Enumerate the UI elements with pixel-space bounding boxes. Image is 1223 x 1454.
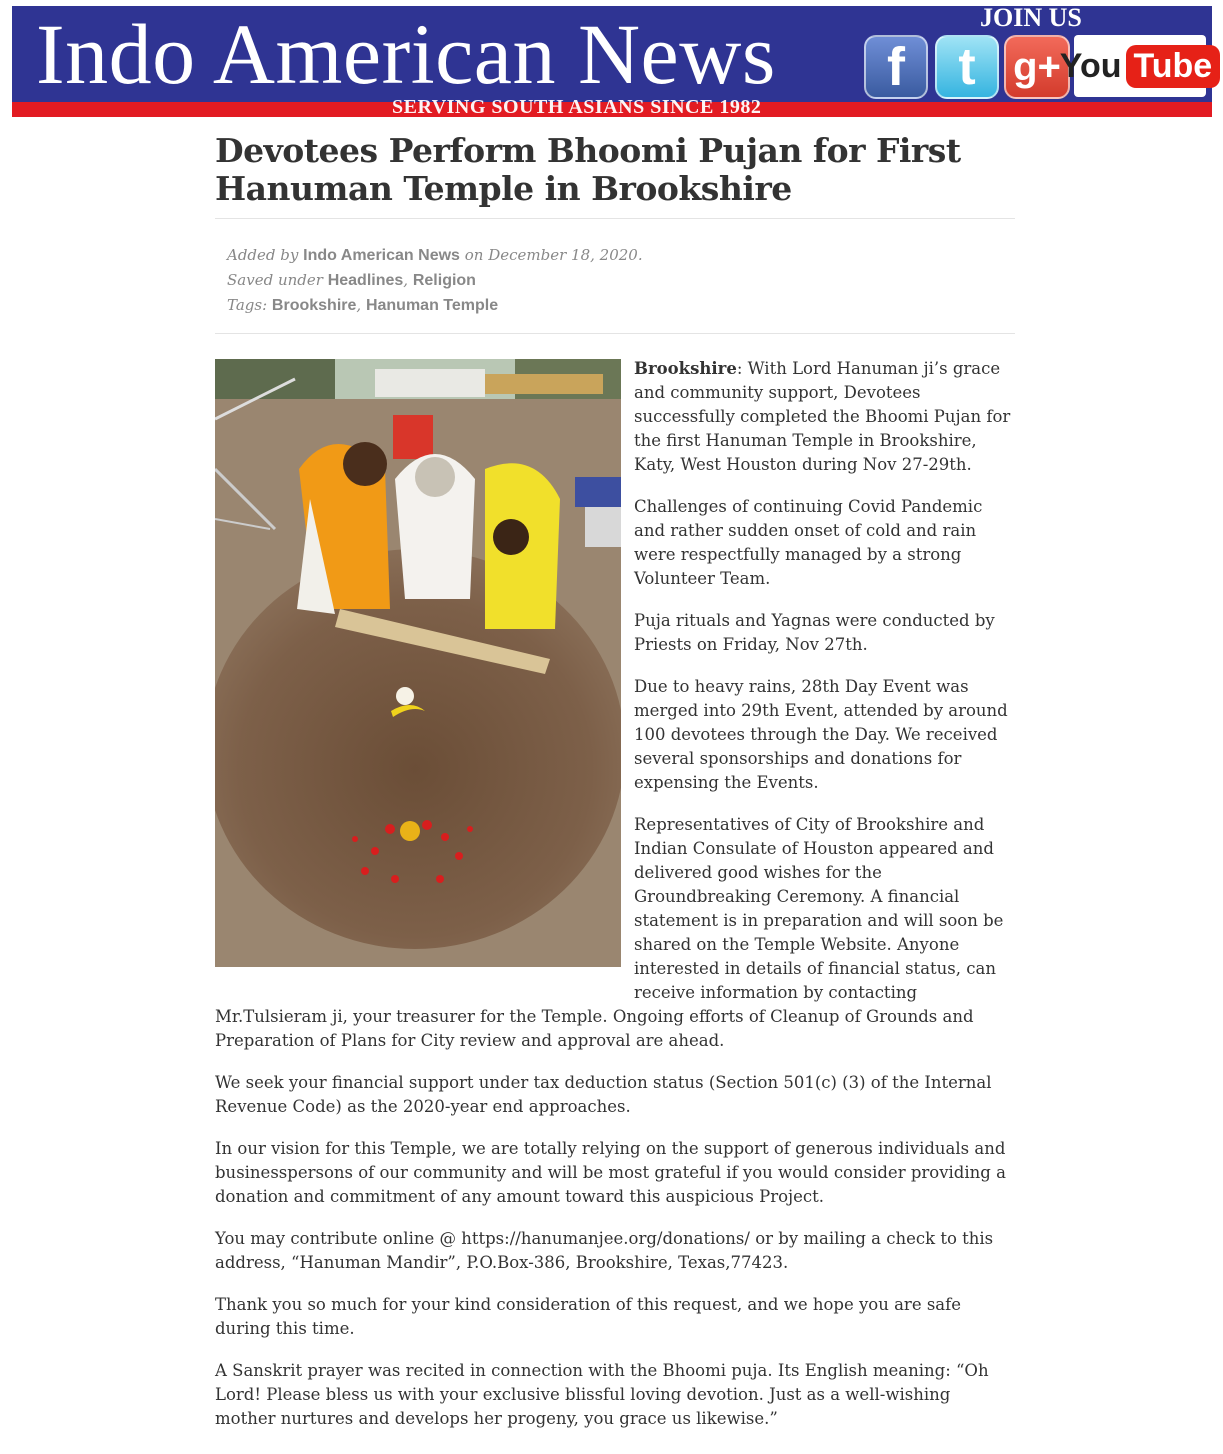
paragraph-text: : With Lord Hanuman ji’s grace and community support, Devotees successfully completed the Bhoomi Pujan for the first Hanuman Temple in Brookshire, Katy, West Houston during Nov 27-29th. <box>634 359 1011 474</box>
youtube-icon[interactable] <box>1059 35 1213 97</box>
article-body <box>215 352 1015 1449</box>
youtube-you-text: You <box>1059 46 1122 85</box>
article-categories <box>227 268 476 293</box>
article-title: Devotees Perform Bhoomi Pujan for First Hanuman Temple in Brookshire <box>215 131 961 208</box>
added-by-prefix: Added by <box>227 246 299 264</box>
article-paragraph: Due to heavy rains, 28th Day Event was merged into 29th Event, attended by around 100 devotees through the Day. We received several sponsorships and donations for expensing the Events. <box>634 677 1008 792</box>
lead-place: Brookshire <box>634 359 737 378</box>
tags-prefix: Tags: <box>227 296 268 314</box>
tag-link-hanuman-temple[interactable]: Hanuman Temple <box>365 297 499 314</box>
comma: , <box>356 296 366 314</box>
saved-under-prefix: Saved under <box>227 271 323 289</box>
article-tags <box>227 293 498 318</box>
article-paragraph: A Sanskrit prayer was recited in connection with the Bhoomi puja. Its English meaning: “Oh Lord! Please bless us with your exclusive blissful loving devotion. Just as a well-wishing mother nurtures and develops her progeny, you grace us likewise.” <box>215 1361 989 1428</box>
article-paragraph: You may contribute online @ https://hanumanjee.org/donations/ or by mailing a check to this address, “Hanuman Mandir”, P.O.Box-386, Brookshire, Texas,77423. <box>215 1229 994 1272</box>
facebook-icon[interactable]: f <box>864 35 928 99</box>
article-paragraph: In our vision for this Temple, we are totally relying on the support of generous individuals and businesspersons of our community and will be most grateful if you would consider providing a donation and commitment of any amount toward this auspicious Project. <box>215 1139 1006 1206</box>
category-link-headlines[interactable]: Headlines <box>327 272 404 289</box>
site-tagline: SERVING SOUTH ASIANS SINCE 1982 <box>392 96 762 118</box>
on-prefix: on <box>464 246 484 264</box>
article-paragraph: We seek your financial support under tax deduction status (Section 501(c) (3) of the Internal Revenue Code) as the 2020-year end approaches. <box>215 1073 992 1116</box>
meta-divider <box>215 333 1015 334</box>
article-paragraph: Thank you so much for your kind consideration of this request, and we hope you are safe during this time. <box>215 1295 962 1338</box>
publish-date: December 18, 2020. <box>488 246 643 264</box>
author-link[interactable]: Indo American News <box>303 247 460 264</box>
join-us-label: JOIN US <box>980 3 1082 32</box>
category-link-religion[interactable]: Religion <box>412 272 476 289</box>
comma: , <box>403 271 413 289</box>
tag-link-brookshire[interactable]: Brookshire <box>271 297 357 314</box>
title-divider <box>215 218 1015 219</box>
article-paragraph: Challenges of continuing Covid Pandemic and rather sudden onset of cold and rain were respectfully managed by a strong Volunteer Team. <box>634 497 983 588</box>
article-paragraph: Puja rituals and Yagnas were conducted by Priests on Friday, Nov 27th. <box>634 611 995 654</box>
photo-spacer <box>215 352 634 984</box>
google-plus-icon[interactable]: g+ <box>1004 35 1070 99</box>
site-logo[interactable]: Indo American News <box>36 6 776 102</box>
article-byline <box>227 243 643 268</box>
youtube-tube-text: Tube <box>1126 45 1221 88</box>
twitter-icon[interactable]: t <box>935 35 999 99</box>
article-paragraph: Representatives of City of Brookshire and Indian Consulate of Houston appeared and delivered good wishes for the Groundbreaking Ceremony. A financial statement is in preparation and will soon be shared on the Temple Website. Anyone interested in details of financial status, can receive information by contacting Mr.Tulsieram ji, your treasurer for the Temple. Ongoing efforts of Cleanup of Grounds and Preparation of Plans for City review and approval are ahead. <box>215 815 1004 1050</box>
